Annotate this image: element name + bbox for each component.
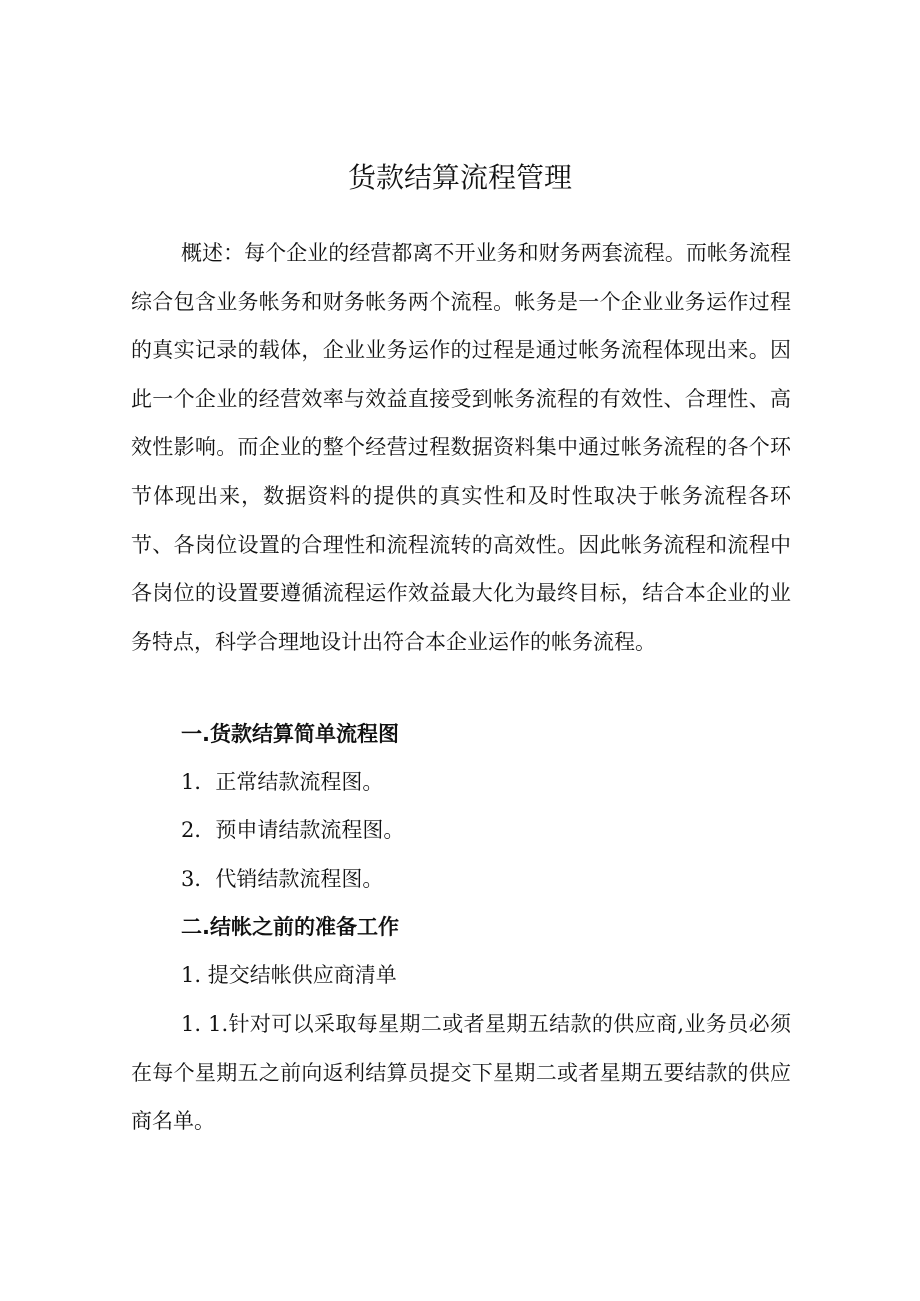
overview-paragraph: 概述：每个企业的经营都离不开业务和财务两套流程。而帐务流程综合包含业务帐务和财务帐务两个流程。帐务是一个企业业务运作过程的真实记录的载体，企业业务运作的过程是通过帐务流程体现出来。因此一个企业的经营效率与效益直接受到帐务流程的有效性、合理性、高效性影响。而企业的整个经营过程数据资料集中通过帐务流程的各个环节体现出来，数据资料的提供的真实性和及时性取决于帐务流程各环节、各岗位设置的合理性和流程流转的高效性。因此帐务流程和流程中各岗位的设置要遵循流程运作效益最大化为最终目标，结合本企业的业务特点，科学合理地设计出符合本企业运作的帐务流程。 <box>131 241 791 654</box>
section2-sub1: 1. 提交结帐供应商清单 <box>181 963 397 987</box>
section1-item-3: 3．代销结款流程图。 <box>181 867 384 891</box>
document-title: 货款结算流程管理 <box>347 161 572 194</box>
section1-item-1: 1．正常结款流程图。 <box>181 770 384 794</box>
section1-heading: 一.货款结算简单流程图 <box>181 722 399 746</box>
section1-item-2: 2．预申请结款流程图。 <box>181 818 405 842</box>
section2-heading: 二.结帐之前的准备工作 <box>181 915 399 939</box>
section2-sub1-1-paragraph: 1. 1.针对可以采取每星期二或者星期五结款的供应商,业务员必须在每个星期五之前向返利结算员提交下星期二或者星期五要结款的供应商名单。 <box>131 1012 791 1134</box>
